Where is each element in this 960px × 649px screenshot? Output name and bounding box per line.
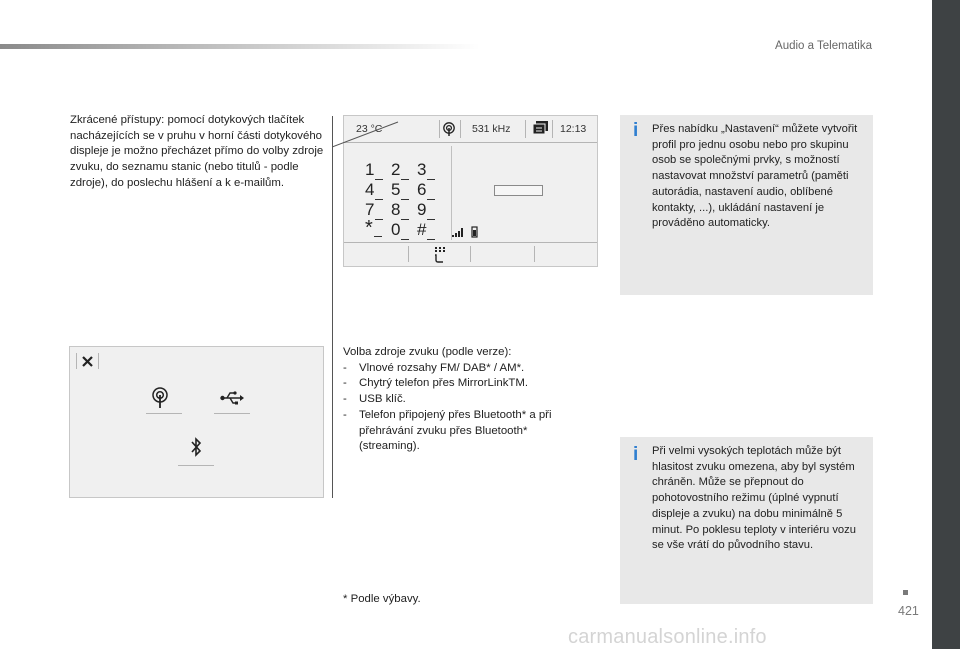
keypad-key[interactable]: 9 <box>417 200 443 220</box>
number-entry-field[interactable] <box>494 185 543 196</box>
info-text-settings: Přes nabídku „Nastavení“ můžete vytvořit profil pro jednu osobu nebo pro skupinu osob se společnými prvky, s možností nastavovat množství parametrů (paměti autorádia, nastavení audio, oblíbené kontakty, ...), ukládání nastavení je prováděno automaticky. <box>652 123 858 230</box>
list-item: - Telefon připojený přes Bluetooth* a při přehrávání zvuku přes Bluetooth* (streaming). <box>343 408 552 453</box>
phone-dialpad-icon[interactable] <box>433 247 447 263</box>
radio-icon[interactable] <box>442 122 456 136</box>
close-icon[interactable] <box>82 356 93 367</box>
section-title: Audio a Telematika <box>775 40 872 52</box>
keypad-key[interactable]: 5 <box>391 180 417 200</box>
keypad-key[interactable]: # <box>417 220 443 240</box>
info-text-temperature: Při velmi vysokých teplotách může být hlasitost zvuku omezena, aby byl systém chráněn. Může se přepnout do pohotovostního režimu (úplné vypnutí displeje a zvuku) na dobu minimálně 5 minut. Po poklesu teploty v interiéru vozu se vše vrátí do původního stavu. <box>652 445 856 552</box>
signal-battery-icon <box>452 226 484 238</box>
keypad-key[interactable]: * <box>365 220 391 240</box>
source-selection-screen <box>69 346 324 498</box>
keypad-key[interactable]: 3 <box>417 160 443 180</box>
messages-icon[interactable] <box>533 121 549 135</box>
page-number: 421 <box>898 604 919 618</box>
keypad-key[interactable]: 6 <box>417 180 443 200</box>
page-marker <box>903 590 908 595</box>
list-item: - USB klíč. <box>343 393 406 406</box>
source-intro: Volba zdroje zvuku (podle verze): <box>343 346 512 358</box>
info-icon: i <box>633 120 639 141</box>
pointer-line <box>332 120 402 150</box>
info-icon: i <box>633 444 639 465</box>
shortcut-paragraph: Zkrácené přístupy: pomocí dotykových tlačítek nacházejících se v pruhu v horní části dotykového displeje je možno přecházet přímo do volby zdroje zvuku, do seznamu stanic (nebo titulů - podle zdroje), do poslechu hlášení a k e-mailům. <box>70 114 324 189</box>
source-selection-text <box>343 345 583 455</box>
keypad-key[interactable]: 8 <box>391 200 417 220</box>
radio-source-icon[interactable] <box>151 387 169 409</box>
keypad-key[interactable]: 7 <box>365 200 391 220</box>
list-item: - Vlnové rozsahy FM/ DAB* / AM*. <box>343 361 525 374</box>
keypad-key[interactable]: 1 <box>365 160 391 180</box>
keypad-key[interactable]: 0 <box>391 220 417 240</box>
footnote: * Podle výbavy. <box>343 593 421 605</box>
header-gradient-bar <box>0 44 480 49</box>
phone-keypad <box>359 146 452 240</box>
info-box-settings <box>620 115 873 295</box>
temperature-readout: 23 °C <box>356 123 383 135</box>
usb-icon[interactable] <box>220 391 244 405</box>
frequency-readout: 531 kHz <box>472 123 511 135</box>
chapter-sidebar <box>932 0 960 649</box>
clock-readout: 12:13 <box>560 123 587 135</box>
column-divider <box>332 116 333 498</box>
list-item: - Chytrý telefon přes MirrorLinkTM. <box>343 377 529 390</box>
keypad-key[interactable]: 2 <box>391 160 417 180</box>
keypad-key[interactable]: 4 <box>365 180 391 200</box>
info-box-temperature <box>620 437 873 604</box>
bluetooth-icon[interactable] <box>190 437 202 457</box>
watermark: carmanualsonline.info <box>568 626 767 648</box>
